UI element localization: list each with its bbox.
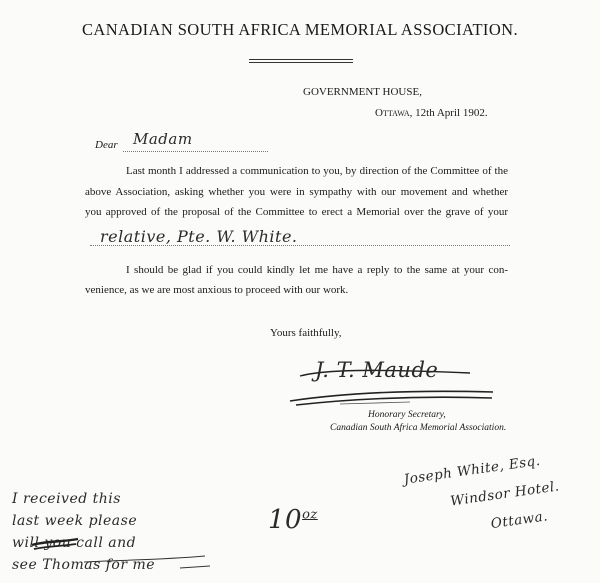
- closing-title: Honorary Secretary,: [368, 410, 446, 420]
- handwritten-number: [268, 505, 318, 535]
- left-note-line-3: will you call and: [12, 535, 137, 551]
- address-city: Ottawa: [375, 107, 410, 119]
- right-address-line-2: Windsor Hotel.: [449, 478, 561, 510]
- salutation-prefix: Dear: [95, 139, 118, 151]
- closing-valediction: Yours faithfully,: [270, 327, 342, 339]
- number-superscript: oz: [302, 507, 318, 523]
- relation-handwritten: relative, Pte. W. White.: [100, 227, 298, 246]
- right-address-line-1: Joseph White, Esq.: [402, 452, 542, 488]
- body-p2-line2: venience, as we are most anxious to proceed with our work.: [85, 284, 349, 296]
- body-p2-line1: I should be glad if you could kindly let me have a reply to the same at your con-: [126, 264, 508, 276]
- left-note-line-1: I received this: [12, 491, 121, 507]
- letterhead-title: CANADIAN SOUTH AFRICA MEMORIAL ASSOCIATION.: [81, 20, 518, 39]
- salutation-handwritten-name: Madam: [133, 130, 193, 148]
- body-p1-line3: you approved of the proposal of the Committee to erect a Memorial over the grave of your: [85, 206, 508, 218]
- body-p1-line2: above Association, asking whether you were in sympathy with our movement and whether: [85, 186, 508, 198]
- signature-handwritten: J. T. Maude: [315, 358, 439, 382]
- address-date: , 12th April 1902.: [409, 107, 488, 119]
- number-value: 10: [268, 505, 303, 535]
- address-place: GOVERNMENT HOUSE,: [303, 86, 422, 98]
- left-note-line-2: last week please: [12, 513, 138, 529]
- closing-organization: Canadian South Africa Memorial Association.: [330, 423, 507, 433]
- right-address-line-3: Ottawa.: [489, 508, 549, 533]
- body-p1-line1: Last month I addressed a communication to you, by direction of the Committee of the: [126, 165, 508, 177]
- left-note-line-4: see Thomas for me: [12, 557, 156, 573]
